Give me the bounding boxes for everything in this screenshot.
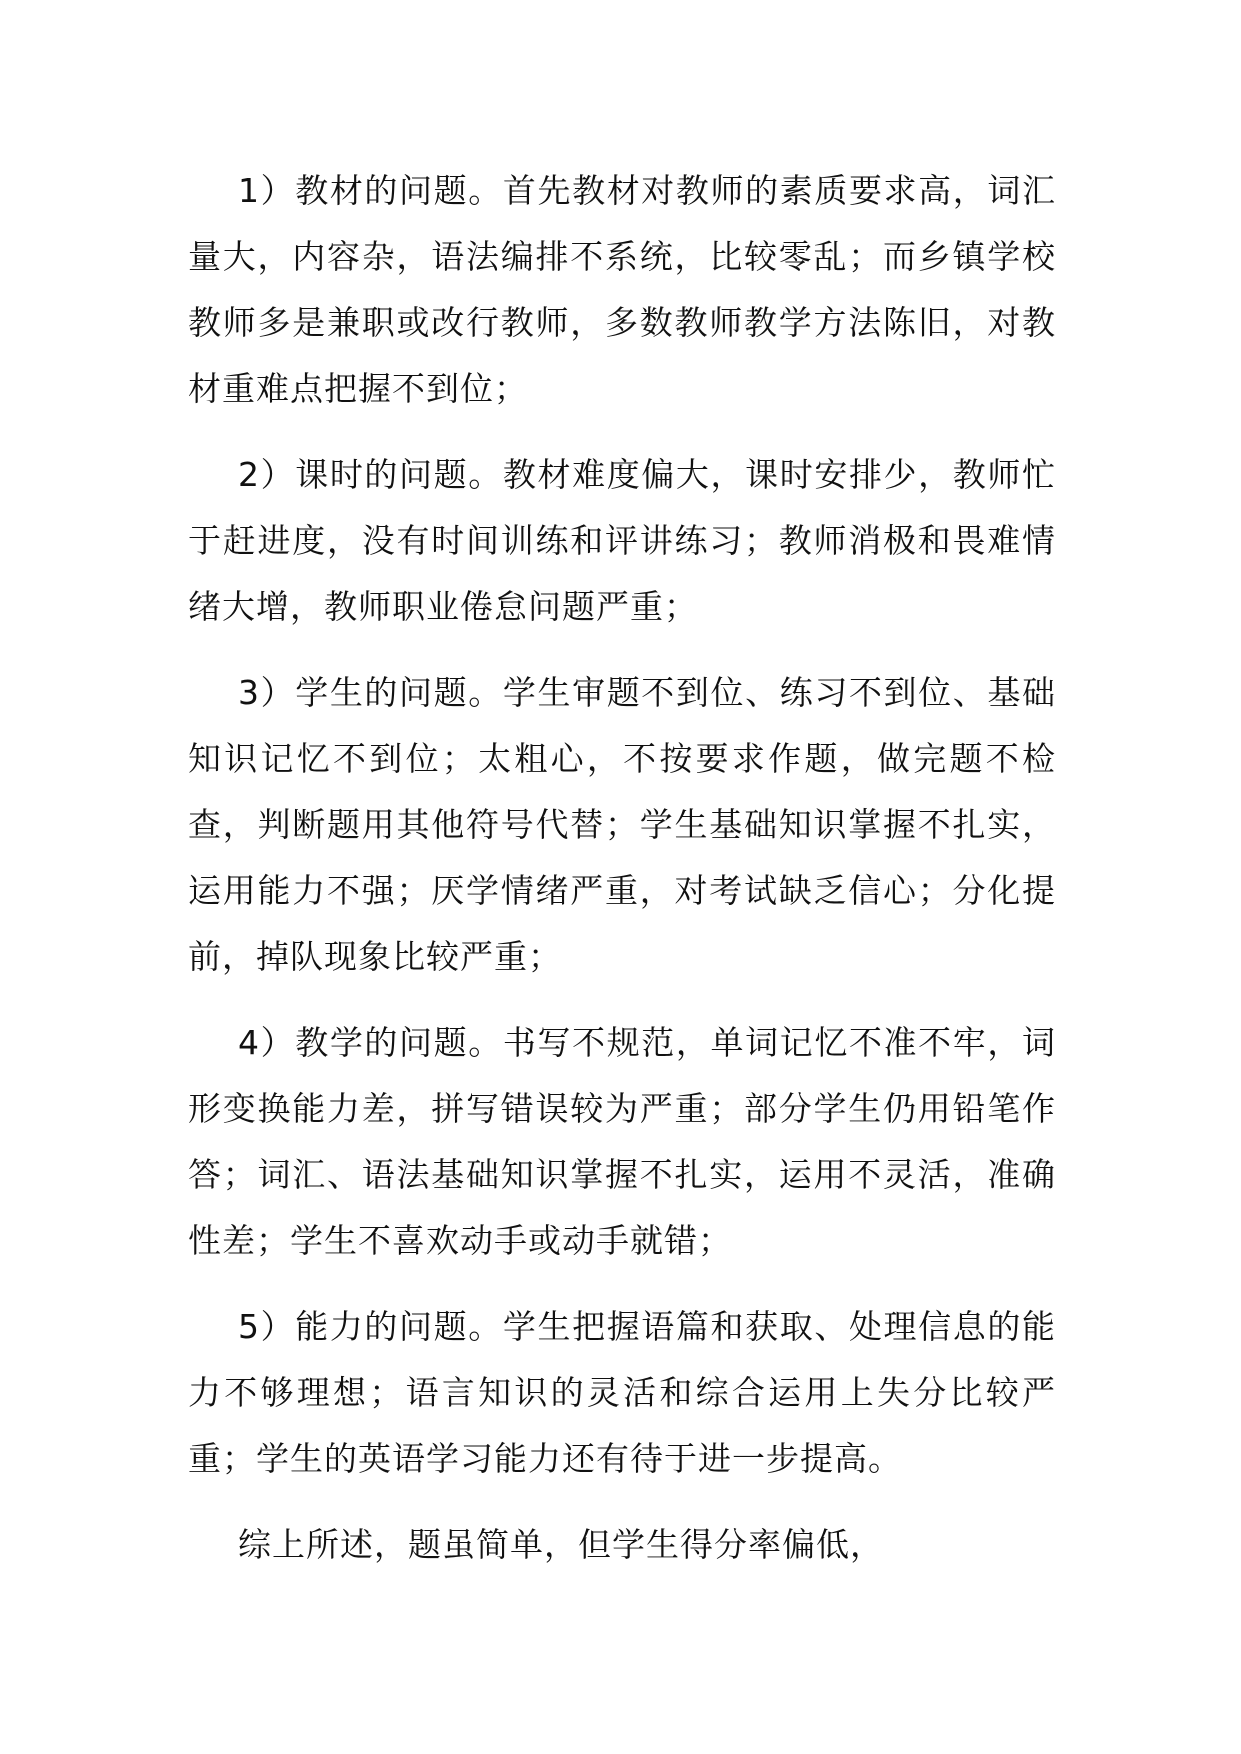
paragraph-item-4: 4）教学的问题。书写不规范，单词记忆不准不牢，词形变换能力差，拼写错误较为严重；部分学生仍用铅笔作答；词汇、语法基础知识掌握不扎实，运用不灵活，准确性差；学生不喜欢动手或动手就错；	[188, 1023, 1056, 1260]
paragraph-item-5: 5）能力的问题。学生把握语篇和获取、处理信息的能力不够理想；语言知识的灵活和综合运用上失分比较严重；学生的英语学习能力还有待于进一步提高。	[188, 1307, 1056, 1478]
paragraph-item-2: 2）课时的问题。教材难度偏大，课时安排少，教师忙于赶进度，没有时间训练和评讲练习；教师消极和畏难情绪大增，教师职业倦怠问题严重；	[188, 455, 1056, 626]
document-body	[188, 158, 1056, 1598]
paragraph-item-3: 3）学生的问题。学生审题不到位、练习不到位、基础知识记忆不到位；太粗心，不按要求作题，做完题不检查，判断题用其他符号代替；学生基础知识掌握不扎实，运用能力不强；厌学情绪严重，对考试缺乏信心；分化提前，掉队现象比较严重；	[188, 673, 1056, 976]
paragraph-item-1: 1）教材的问题。首先教材对教师的素质要求高，词汇量大，内容杂，语法编排不系统，比较零乱；而乡镇学校教师多是兼职或改行教师，多数教师教学方法陈旧，对教材重难点把握不到位；	[188, 171, 1056, 408]
paragraph-summary: 综上所述，题虽简单，但学生得分率偏低，	[238, 1525, 884, 1564]
